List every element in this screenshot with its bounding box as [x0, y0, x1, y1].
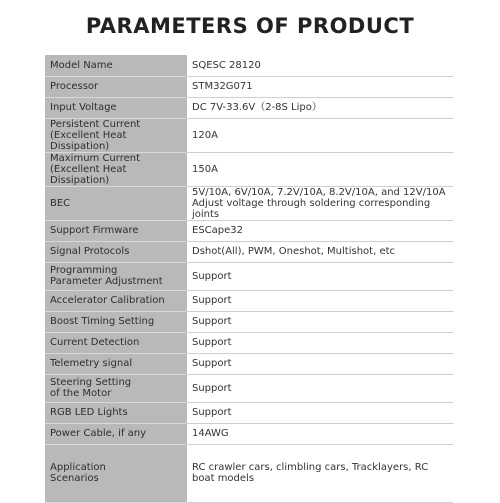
table-row	[45, 186, 453, 220]
table-row	[45, 444, 453, 502]
row-value-bec	[187, 186, 453, 220]
table-row	[45, 402, 453, 423]
table-row	[45, 152, 453, 186]
table-row	[45, 220, 453, 241]
row-value-persistent-current: 120A	[187, 118, 453, 152]
row-value-model-name: SQESC 28120	[187, 55, 453, 76]
row-label-signal-protocols: Signal Protocols	[45, 241, 187, 262]
label-line: of the Motor	[50, 388, 112, 399]
row-value-rgb-led: Support	[187, 402, 453, 423]
table-row	[45, 290, 453, 311]
label-line: Programming	[50, 265, 118, 276]
row-value-application	[187, 444, 453, 502]
row-label-model-name: Model Name	[45, 55, 187, 76]
value-line: Adjust voltage through soldering corresponding joints	[192, 197, 431, 220]
row-value-telemetry: Support	[187, 353, 453, 374]
row-label-support-firmware: Support Firmware	[45, 220, 187, 241]
table-row	[45, 76, 453, 97]
label-line: Application	[50, 462, 106, 473]
label-line: Steering Setting	[50, 377, 132, 388]
row-value-processor: STM32G071	[187, 76, 453, 97]
row-value-input-voltage: DC 7V-33.6V（2-8S Lipo）	[187, 97, 453, 118]
table-row	[45, 374, 453, 402]
row-value-steering-setting: Support	[187, 374, 453, 402]
row-label-maximum-current	[45, 152, 187, 186]
row-label-programming	[45, 262, 187, 290]
row-label-input-voltage: Input Voltage	[45, 97, 187, 118]
table-row	[45, 97, 453, 118]
page-title: PARAMETERS OF PRODUCT	[85, 14, 415, 38]
label-line: Maximum Current	[50, 152, 141, 164]
table-row	[45, 118, 453, 152]
row-label-accelerator-calibration: Accelerator Calibration	[45, 290, 187, 311]
label-line: Parameter Adjustment	[50, 276, 163, 287]
parameters-table	[45, 55, 453, 503]
row-value-current-detection: Support	[187, 332, 453, 353]
row-value-boost-timing: Support	[187, 311, 453, 332]
label-line: Scenarios	[50, 473, 99, 484]
row-value-power-cable: 14AWG	[187, 423, 453, 444]
row-label-bec: BEC	[45, 186, 187, 220]
table-row	[45, 311, 453, 332]
row-label-telemetry: Telemetry signal	[45, 353, 187, 374]
row-label-boost-timing: Boost Timing Setting	[45, 311, 187, 332]
row-value-support-firmware: ESCape32	[187, 220, 453, 241]
table-row	[45, 353, 453, 374]
row-label-current-detection: Current Detection	[45, 332, 187, 353]
table-row	[45, 241, 453, 262]
table-row	[45, 262, 453, 290]
table-row	[45, 332, 453, 353]
row-label-application	[45, 444, 187, 502]
row-value-programming: Support	[187, 262, 453, 290]
value-line: boat models	[192, 473, 255, 484]
row-label-persistent-current	[45, 118, 187, 152]
row-value-maximum-current: 150A	[187, 152, 453, 186]
table-row	[45, 55, 453, 76]
row-label-power-cable: Power Cable, if any	[45, 423, 187, 444]
row-label-processor: Processor	[45, 76, 187, 97]
row-label-steering-setting	[45, 374, 187, 402]
label-line: (Excellent Heat Dissipation)	[50, 129, 127, 152]
value-line: 5V/10A, 6V/10A, 7.2V/10A, 8.2V/10A, and 12V/10A	[192, 186, 446, 198]
value-line: RC crawler cars, climbling cars, Tracklayers, RC	[192, 462, 429, 473]
row-value-signal-protocols: Dshot(All), PWM, Oneshot, Multishot, etc	[187, 241, 453, 262]
row-value-accelerator-calibration: Support	[187, 290, 453, 311]
label-line: (Excellent Heat Dissipation)	[50, 163, 127, 186]
row-label-rgb-led: RGB LED Lights	[45, 402, 187, 423]
table-row	[45, 423, 453, 444]
label-line: Persistent Current	[50, 118, 141, 130]
